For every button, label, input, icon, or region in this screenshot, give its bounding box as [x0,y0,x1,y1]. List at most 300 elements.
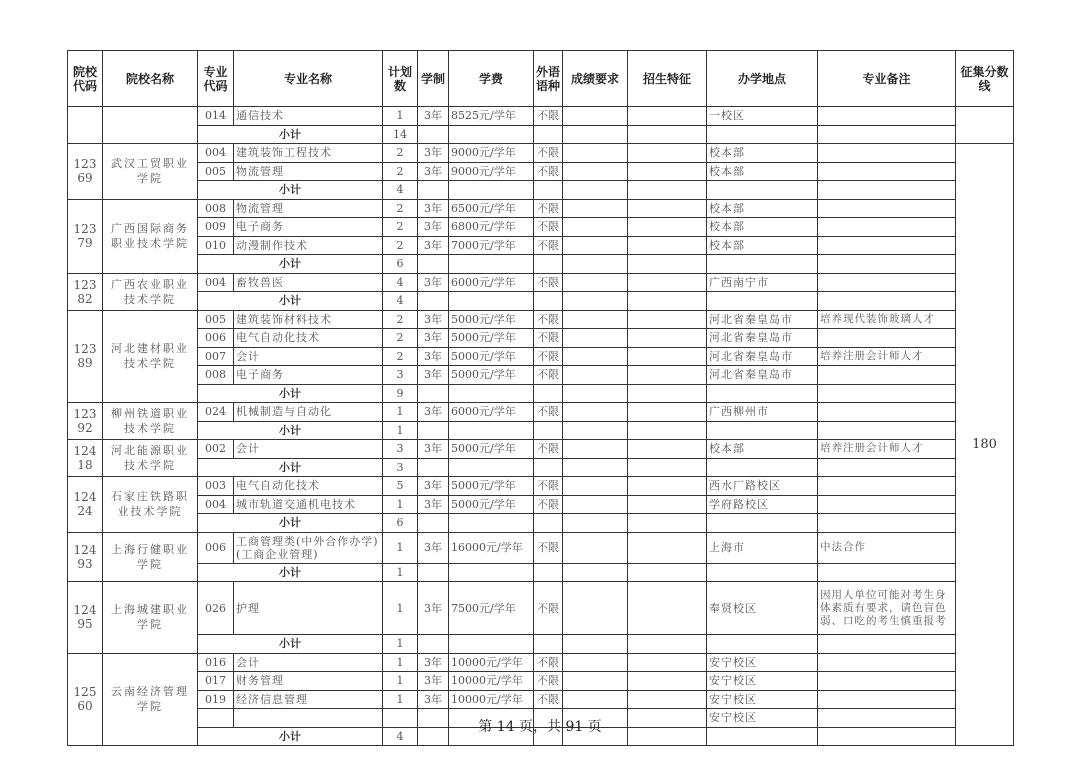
subtotal-label: 小计 [198,458,383,477]
tuition-fee: 5000元/学年 [449,347,534,366]
score-requirement [563,477,628,496]
study-years: 3年 [418,199,449,218]
subtotal-value: 4 [383,181,418,200]
major-code: 014 [198,107,234,126]
header-fee: 学费 [449,51,534,107]
plan-count: 2 [383,144,418,163]
study-years: 3年 [418,144,449,163]
school-location: 校本部 [707,236,818,255]
empty-cell [818,458,956,477]
major-name: 财务管理 [234,672,383,691]
empty-cell [449,384,534,403]
page-number: 第 14 页，共 91 页 [478,719,602,735]
plan-count: 2 [383,199,418,218]
empty-cell [818,384,956,403]
empty-cell [628,458,707,477]
empty-cell [707,458,818,477]
empty-cell [818,563,956,582]
header-language: 外语语种 [534,51,563,107]
school-location: 校本部 [707,199,818,218]
school-name: 广西国际商务职业技术学院 [103,199,198,273]
empty-cell [534,635,563,654]
foreign-language: 不限 [534,162,563,181]
school-name: 石家庄铁路职业技术学院 [103,477,198,533]
major-name: 建筑装饰材料技术 [234,310,383,329]
header-major-name: 专业名称 [234,51,383,107]
enrollment-feature [628,440,707,459]
subtotal-label: 小计 [198,384,383,403]
subtotal-row [68,255,1014,274]
table-row [68,403,1014,422]
subtotal-label: 小计 [198,292,383,311]
enrollment-feature [628,366,707,385]
major-code: 008 [198,366,234,385]
major-name: 经济信息管理 [234,690,383,709]
major-name: 工商管理类(中外合作办学)(工商企业管理) [234,532,383,563]
subtotal-label: 小计 [198,181,383,200]
empty-cell [628,384,707,403]
empty-cell [449,635,534,654]
enrollment-feature [628,144,707,163]
foreign-language: 不限 [534,273,563,292]
subtotal-label: 小计 [198,727,383,746]
study-years: 3年 [418,440,449,459]
enrollment-feature [628,653,707,672]
study-years: 3年 [418,532,449,563]
empty-cell [818,125,956,144]
major-code: 003 [198,477,234,496]
foreign-language: 不限 [534,690,563,709]
school-code: 12382 [68,273,103,310]
enrollment-feature [628,477,707,496]
school-location: 广西柳州市 [707,403,818,422]
major-name: 电子商务 [234,218,383,237]
major-code: 024 [198,403,234,422]
school-code: 12369 [68,144,103,200]
study-years: 3年 [418,107,449,126]
school-code: 12560 [68,653,103,746]
empty-cell [418,421,449,440]
empty-cell [628,563,707,582]
empty-cell [628,255,707,274]
score-requirement [563,218,628,237]
subtotal-label: 小计 [198,125,383,144]
table-row [68,218,1014,237]
major-code: 010 [198,236,234,255]
empty-cell [563,421,628,440]
empty-cell [449,255,534,274]
enrollment-feature [628,199,707,218]
foreign-language: 不限 [534,672,563,691]
empty-cell [534,292,563,311]
subtotal-value: 1 [383,421,418,440]
empty-cell [449,514,534,533]
enrollment-feature [628,329,707,348]
plan-count: 1 [383,495,418,514]
enrollment-feature [628,582,707,635]
empty-cell [418,292,449,311]
table-row [68,366,1014,385]
subtotal-value: 4 [383,727,418,746]
subtotal-row [68,384,1014,403]
subtotal-value: 9 [383,384,418,403]
school-location: 安宁校区 [707,709,818,728]
major-remark [818,107,956,126]
cutoff-score: 180 [956,144,1014,746]
empty-cell [418,125,449,144]
empty-cell [563,125,628,144]
enrollment-feature [628,310,707,329]
foreign-language: 不限 [534,582,563,635]
plan-count: 1 [383,653,418,672]
table-row [68,582,1014,635]
empty-cell [563,514,628,533]
table-row [68,495,1014,514]
tuition-fee: 10000元/学年 [449,653,534,672]
empty-cell [534,125,563,144]
plan-count: 2 [383,329,418,348]
school-name: 武汉工贸职业学院 [103,144,198,200]
tuition-fee: 6500元/学年 [449,199,534,218]
major-remark [818,236,956,255]
study-years: 3年 [418,366,449,385]
major-name: 会计 [234,653,383,672]
foreign-language: 不限 [534,347,563,366]
foreign-language: 不限 [534,440,563,459]
empty-cell [418,563,449,582]
enrollment-feature [628,236,707,255]
empty-cell [818,635,956,654]
enrollment-feature [628,495,707,514]
table-row [68,199,1014,218]
header-school-name: 院校名称 [103,51,198,107]
major-name: 会计 [234,440,383,459]
school-code: 12495 [68,582,103,654]
tuition-fee: 8525元/学年 [449,107,534,126]
major-remark [818,366,956,385]
subtotal-label: 小计 [198,421,383,440]
study-years: 3年 [418,582,449,635]
study-years: 3年 [418,236,449,255]
score-requirement [563,532,628,563]
school-code: 12493 [68,532,103,582]
study-years: 3年 [418,329,449,348]
empty-cell [418,458,449,477]
major-name: 电子商务 [234,366,383,385]
table-row [68,690,1014,709]
school-location: 西水厂路校区 [707,477,818,496]
subtotal-row [68,514,1014,533]
header-cutoff: 征集分数线 [956,51,1014,107]
major-remark: 培养注册会计师人才 [818,347,956,366]
major-code: 005 [198,310,234,329]
plan-count: 2 [383,310,418,329]
empty-cell [418,514,449,533]
header-years: 学制 [418,51,449,107]
school-name: 云南经济管理学院 [103,653,198,746]
header-features: 招生特征 [628,51,707,107]
study-years: 3年 [418,162,449,181]
empty-cell [707,125,818,144]
school-location: 校本部 [707,144,818,163]
score-requirement [563,144,628,163]
major-name: 护理 [234,582,383,635]
empty-cell [563,292,628,311]
tuition-fee: 9000元/学年 [449,162,534,181]
major-name: 动漫制作技术 [234,236,383,255]
table-row [68,273,1014,292]
score-requirement [563,107,628,126]
major-remark: 中法合作 [818,532,956,563]
plan-count: 1 [383,532,418,563]
enrollment-feature [628,273,707,292]
foreign-language: 不限 [534,477,563,496]
foreign-language: 不限 [534,218,563,237]
tuition-fee: 9000元/学年 [449,144,534,163]
foreign-language: 不限 [534,144,563,163]
foreign-language: 不限 [534,199,563,218]
major-code: 004 [198,144,234,163]
major-name: 物流管理 [234,199,383,218]
school-code: 12379 [68,199,103,273]
table-row [68,236,1014,255]
subtotal-value: 1 [383,563,418,582]
school-location: 校本部 [707,440,818,459]
school-name: 柳州铁道职业技术学院 [103,403,198,440]
empty-cell [818,421,956,440]
school-location: 安宁校区 [707,672,818,691]
empty-cell [449,292,534,311]
admission-plan-table [67,50,1014,746]
foreign-language: 不限 [534,329,563,348]
major-code: 008 [198,199,234,218]
header-score-req: 成绩要求 [563,51,628,107]
empty-cell [534,421,563,440]
empty-cell [534,458,563,477]
empty-cell [818,514,956,533]
table-row [68,653,1014,672]
school-name [103,107,198,144]
empty-cell [534,181,563,200]
empty-cell [707,421,818,440]
study-years: 3年 [418,495,449,514]
major-code: 005 [198,162,234,181]
major-code: 004 [198,273,234,292]
study-years: 3年 [418,310,449,329]
major-name: 畜牧兽医 [234,273,383,292]
school-location: 安宁校区 [707,690,818,709]
major-remark [818,162,956,181]
table-row [68,477,1014,496]
major-name: 电气自动化技术 [234,329,383,348]
school-location: 河北省秦皇岛市 [707,366,818,385]
study-years: 3年 [418,690,449,709]
score-requirement [563,495,628,514]
tuition-fee: 10000元/学年 [449,672,534,691]
table-row [68,532,1014,563]
score-requirement [563,366,628,385]
major-remark [818,329,956,348]
subtotal-value: 14 [383,125,418,144]
school-name: 上海行健职业学院 [103,532,198,582]
plan-count: 1 [383,403,418,422]
empty-cell [563,181,628,200]
major-remark [818,653,956,672]
header-location: 办学地点 [707,51,818,107]
empty-cell [563,384,628,403]
empty-cell [418,181,449,200]
school-location: 广西南宁市 [707,273,818,292]
foreign-language: 不限 [534,495,563,514]
enrollment-feature [628,672,707,691]
enrollment-feature [628,690,707,709]
major-remark [818,672,956,691]
empty-cell [707,292,818,311]
study-years: 3年 [418,218,449,237]
school-code: 12424 [68,477,103,533]
tuition-fee: 10000元/学年 [449,690,534,709]
school-code [68,107,103,144]
major-code: 009 [198,218,234,237]
major-code: 019 [198,690,234,709]
header-plan: 计划数 [383,51,418,107]
empty-cell [707,181,818,200]
empty-cell [563,458,628,477]
tuition-fee: 6000元/学年 [449,273,534,292]
plan-count: 1 [383,107,418,126]
empty-cell [563,563,628,582]
tuition-fee: 16000元/学年 [449,532,534,563]
enrollment-feature [628,107,707,126]
school-code: 12392 [68,403,103,440]
tuition-fee: 5000元/学年 [449,366,534,385]
score-requirement [563,273,628,292]
score-requirement [563,199,628,218]
empty-cell [707,384,818,403]
tuition-fee: 5000元/学年 [449,329,534,348]
subtotal-value: 4 [383,292,418,311]
school-location: 河北省秦皇岛市 [707,329,818,348]
school-location: 河北省秦皇岛市 [707,310,818,329]
empty-cell [418,635,449,654]
enrollment-feature [628,347,707,366]
empty-cell [534,384,563,403]
empty-cell [534,563,563,582]
tuition-fee: 5000元/学年 [449,495,534,514]
major-remark [818,218,956,237]
subtotal-label: 小计 [198,635,383,654]
tuition-fee: 7000元/学年 [449,236,534,255]
school-location: 校本部 [707,218,818,237]
score-requirement [563,690,628,709]
subtotal-value: 6 [383,255,418,274]
enrollment-feature [628,218,707,237]
score-requirement [563,310,628,329]
subtotal-row [68,125,1014,144]
subtotal-label: 小计 [198,563,383,582]
major-name: 电气自动化技术 [234,477,383,496]
header-major-code: 专业代码 [198,51,234,107]
major-remark [818,199,956,218]
score-requirement [563,672,628,691]
major-remark [818,403,956,422]
empty-cell [707,255,818,274]
major-code: 017 [198,672,234,691]
major-remark [818,477,956,496]
tuition-fee: 5000元/学年 [449,310,534,329]
empty-cell [628,125,707,144]
empty-cell [418,255,449,274]
table-row [68,347,1014,366]
school-location: 安宁校区 [707,653,818,672]
plan-count: 1 [383,690,418,709]
tuition-fee: 7500元/学年 [449,582,534,635]
major-code: 002 [198,440,234,459]
study-years: 3年 [418,347,449,366]
school-location: 学府路校区 [707,495,818,514]
empty-cell [818,181,956,200]
school-name: 河北建材职业技术学院 [103,310,198,403]
table-row [68,329,1014,348]
subtotal-row [68,635,1014,654]
school-location: 一校区 [707,107,818,126]
foreign-language: 不限 [534,532,563,563]
major-code: 006 [198,532,234,563]
foreign-language: 不限 [534,107,563,126]
major-code: 006 [198,329,234,348]
major-remark: 培养注册会计师人才 [818,440,956,459]
score-requirement [563,653,628,672]
subtotal-value: 6 [383,514,418,533]
foreign-language: 不限 [534,310,563,329]
empty-cell [818,292,956,311]
plan-count: 2 [383,236,418,255]
school-location: 河北省秦皇岛市 [707,347,818,366]
score-requirement [563,329,628,348]
major-remark [818,144,956,163]
plan-count: 3 [383,440,418,459]
plan-count: 1 [383,672,418,691]
major-name: 机械制造与自动化 [234,403,383,422]
table-header-row [68,51,1014,107]
foreign-language: 不限 [534,366,563,385]
foreign-language: 不限 [534,236,563,255]
enrollment-feature [628,403,707,422]
enrollment-feature [628,162,707,181]
major-code: 004 [198,495,234,514]
empty-cell [449,125,534,144]
major-code: 026 [198,582,234,635]
major-remark: 培养现代装饰玻璃人才 [818,310,956,329]
plan-count: 4 [383,273,418,292]
subtotal-row [68,563,1014,582]
tuition-fee: 6800元/学年 [449,218,534,237]
score-requirement [563,582,628,635]
empty-cell [628,421,707,440]
school-location: 奉贤校区 [707,582,818,635]
major-name: 建筑装饰工程技术 [234,144,383,163]
major-remark: 因用人单位可能对考生身体素质有要求，请色盲色弱、口吃的考生慎重报考 [818,582,956,635]
subtotal-row [68,458,1014,477]
study-years: 3年 [418,672,449,691]
empty-cell [534,255,563,274]
subtotal-label: 小计 [198,514,383,533]
school-location: 上海市 [707,532,818,563]
empty-cell [707,514,818,533]
school-name: 上海城建职业学院 [103,582,198,654]
tuition-fee: 5000元/学年 [449,440,534,459]
empty-cell [563,635,628,654]
